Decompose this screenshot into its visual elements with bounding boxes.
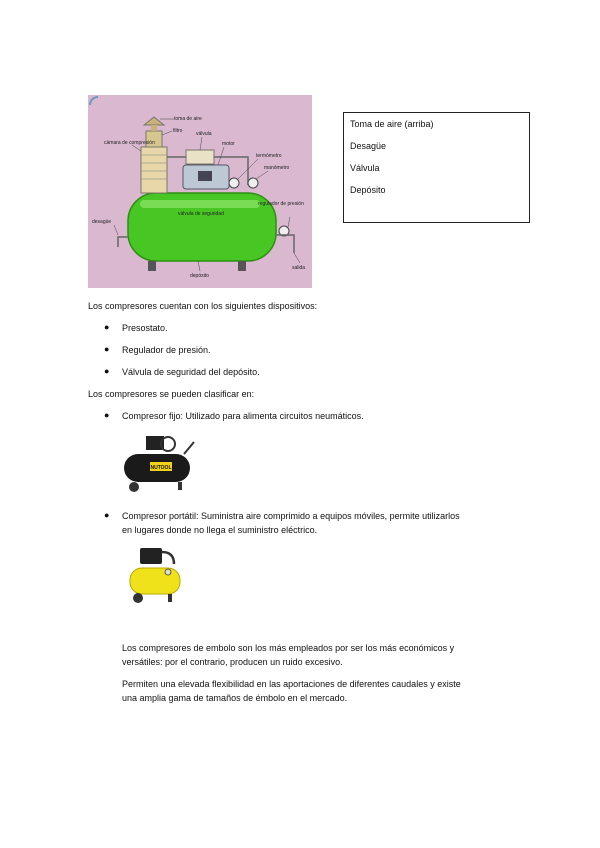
intake-neck — [151, 125, 157, 131]
wheel-icon — [133, 593, 143, 603]
legend-box — [343, 112, 530, 223]
valve-box — [186, 150, 214, 164]
label-regulador: regulador de presión — [258, 201, 304, 207]
compressor-diagram — [88, 95, 312, 288]
fixed-compressor-photo — [120, 432, 198, 498]
paragraph2-line1: Permiten una elevada flexibilidad en las aportaciones de diferentes caudales y existe — [122, 679, 461, 689]
bullet-icon: ● — [104, 322, 110, 332]
device-item: Regulador de presión. — [122, 345, 211, 355]
type-fijo: Compresor fijo: Utilizado para alimenta circuitos neumáticos. — [122, 411, 364, 421]
label-motor: motor — [222, 141, 235, 147]
label-salida: salida — [292, 265, 306, 271]
intro-text: Los compresores cuentan con los siguientes dispositivos: — [88, 301, 318, 311]
compression-chamber — [141, 147, 167, 193]
wheel-icon — [129, 482, 139, 492]
label-valvula: válvula — [196, 131, 212, 137]
gauge-icon — [165, 569, 171, 575]
label-manometro: manómetro — [264, 165, 290, 171]
paragraph1-line1: Los compresores de embolo son los más empleados por ser los más económicos y — [122, 643, 455, 653]
label-filtro: filtro — [173, 128, 183, 134]
paragraph1-line2: versátiles: por el contrario, producen un ruido excesivo. — [122, 657, 343, 667]
manometer-gauge — [248, 178, 258, 188]
type-portatil-line2: en lugares donde no llega el suministro eléctrico. — [122, 525, 318, 535]
label-camara: cámara de compresión — [104, 140, 155, 146]
device-item: Válvula de seguridad del depósito. — [122, 367, 260, 377]
yellow-tank — [130, 568, 180, 594]
label-toma: toma de aire — [174, 116, 202, 122]
paragraph2-line2: una amplia gama de tamaños de émbolo en el mercado. — [122, 693, 348, 703]
bullet-icon: ● — [104, 366, 110, 376]
legend-item: Depósito — [350, 185, 386, 195]
tank-foot-right — [238, 261, 246, 271]
label-desague: desagüe — [92, 219, 112, 225]
label-valvula-seguridad: válvula de seguridad — [178, 211, 224, 217]
classify-text: Los compresores se pueden clasificar en: — [88, 389, 255, 399]
tank-foot-left — [148, 261, 156, 271]
motor-housing — [140, 548, 162, 564]
foot — [168, 594, 172, 602]
bullet-icon: ● — [104, 410, 110, 420]
thermometer-gauge — [229, 178, 239, 188]
portable-compressor-photo — [124, 546, 188, 608]
legend-item: Toma de aire (arriba) — [350, 119, 434, 129]
label-termometro: termómetro — [256, 153, 282, 159]
bullet-icon: ● — [104, 344, 110, 354]
legend-item: Válvula — [350, 163, 380, 173]
foot — [178, 482, 182, 490]
bullet-icon: ● — [104, 510, 110, 520]
label-deposito: depósito — [190, 273, 209, 279]
device-item: Presostato. — [122, 323, 168, 333]
tank-highlight — [140, 200, 260, 208]
legend-item: Desagüe — [350, 141, 387, 151]
motor-plate — [198, 171, 212, 181]
brand-label: NUTOOL — [150, 465, 172, 471]
type-portatil-line1: Compresor portátil: Suministra aire comprimido a equipos móviles, permite utilizarlos — [122, 511, 460, 521]
